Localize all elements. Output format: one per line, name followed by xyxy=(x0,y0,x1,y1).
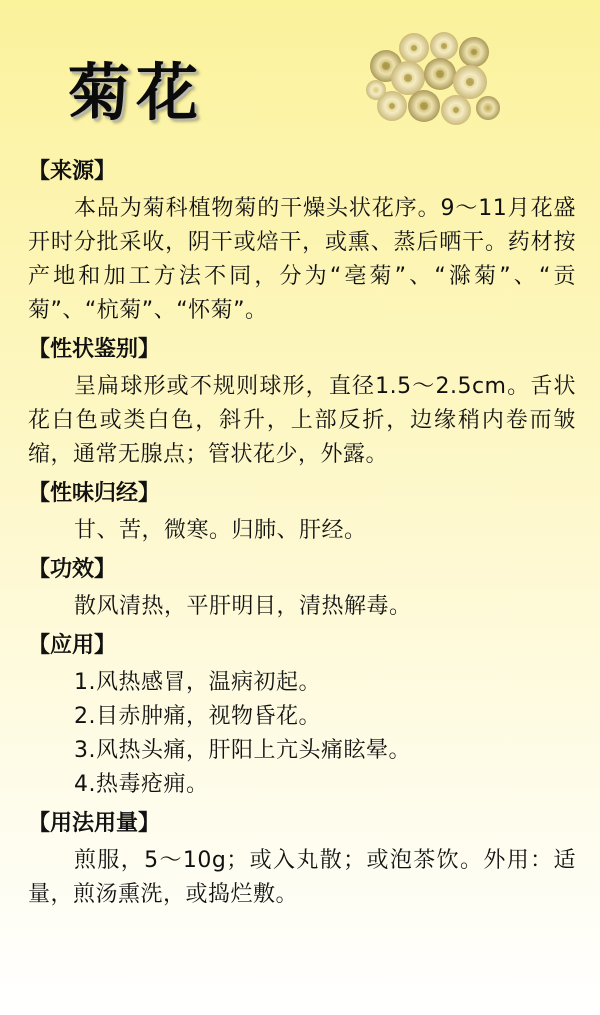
chrysanthemum-image xyxy=(356,26,506,136)
section-text: 本品为菊科植物菊的干燥头状花序。9～11月花盛开时分批采收，阴干或焙干，或熏、蒸后晒干。药材按产地和加工方法不同，分为“亳菊”、“滁菊”、“贡菊”、“杭菊”、“怀菊”。 xyxy=(28,196,576,323)
section-heading: 【应用】 xyxy=(28,633,117,658)
section-heading: 【来源】 xyxy=(28,159,117,184)
list-item: 1.风热感冒，温病初起。 xyxy=(74,670,321,695)
section-nature-meridian xyxy=(28,478,576,548)
monograph-content xyxy=(28,156,576,918)
list-item: 4.热毒疮痈。 xyxy=(74,772,209,797)
section-heading: 【性状鉴别】 xyxy=(28,337,161,362)
section-dosage xyxy=(28,808,576,912)
list-item: 2.目赤肿痛，视物昏花。 xyxy=(74,704,321,729)
page-title: 菊花 xyxy=(68,56,205,129)
section-heading: 【用法用量】 xyxy=(28,811,161,836)
section-heading: 【功效】 xyxy=(28,557,117,582)
section-text: 呈扁球形或不规则球形，直径1.5～2.5cm。舌状花白色或类白色，斜升，上部反折，边缘稍内卷而皱缩，通常无腺点；管状花少，外露。 xyxy=(28,374,576,467)
section-text: 散风清热，平肝明目，清热解毒。 xyxy=(74,594,412,619)
section-application xyxy=(28,630,576,802)
section-identification xyxy=(28,334,576,472)
section-heading: 【性味归经】 xyxy=(28,481,161,506)
section-source xyxy=(28,156,576,328)
section-text: 煎服，5～10g；或入丸散；或泡茶饮。外用：适量，煎汤熏洗，或捣烂敷。 xyxy=(28,848,576,907)
list-item: 3.风热头痛，肝阳上亢头痛眩晕。 xyxy=(74,738,411,763)
section-efficacy xyxy=(28,554,576,624)
section-text: 甘、苦，微寒。归肺、肝经。 xyxy=(74,518,367,543)
